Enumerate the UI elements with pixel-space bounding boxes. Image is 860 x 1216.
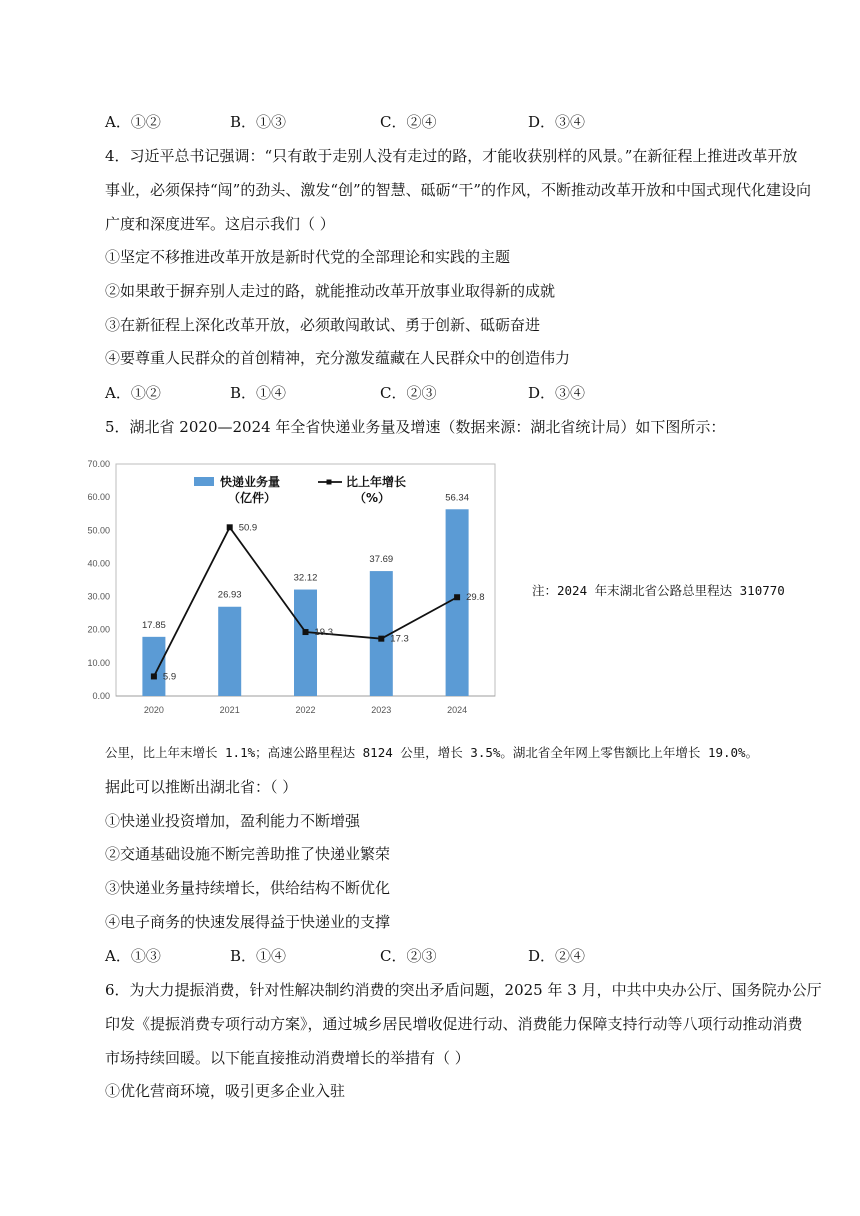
- q3-option-b[interactable]: B．①③: [230, 113, 287, 131]
- q5-options: [105, 945, 765, 967]
- growth-value-label: 17.3: [390, 633, 409, 645]
- growth-value-label: 50.9: [238, 522, 258, 534]
- q5-item-4: ④电子商务的快速发展得益于快递业的支撑: [105, 913, 391, 931]
- q6-stem-line-1: 6．为大力提振消费，针对性解决制约消费的突出矛盾问题，2025 年 3 月，中共中央办公厅、国务院办公厅: [105, 981, 822, 999]
- x-tick-label: 2020: [143, 705, 164, 715]
- bar-value-label: 56.34: [445, 492, 469, 504]
- legend-bar-swatch: [194, 477, 214, 486]
- q4-option-d[interactable]: D．③④: [528, 384, 586, 402]
- q4-stem-line-2: 事业，必须保持“闯”的劲头、激发“创”的智慧、砥砺“干”的作风，不断推动改革开放和中国式现代化建设向: [105, 181, 812, 199]
- bar-value-label: 32.12: [293, 572, 318, 584]
- growth-marker: [303, 629, 309, 635]
- y-tick-label: 70.00: [87, 459, 110, 469]
- q3-options: [105, 111, 765, 133]
- x-tick-label: 2021: [219, 705, 240, 715]
- q5-question: 据此可以推断出湖北省：（ ）: [105, 778, 298, 796]
- q5-item-1: ①快递业投资增加，盈利能力不断增强: [105, 812, 361, 830]
- q3-option-d[interactable]: D．③④: [528, 113, 586, 131]
- q4-option-c[interactable]: C．②③: [380, 384, 437, 402]
- legend-line-label: 比上年增长: [346, 475, 407, 489]
- growth-marker: [454, 594, 460, 600]
- y-tick-label: 60.00: [87, 492, 110, 503]
- q4-item-3: ③在新征程上深化改革开放，必须敢闯敢试、勇于创新、砥砺奋进: [105, 316, 541, 334]
- express-chart: [78, 452, 508, 722]
- x-tick-label: 2022: [295, 705, 316, 715]
- legend-bar-unit: （亿件）: [228, 491, 277, 505]
- y-tick-label: 10.00: [87, 657, 110, 668]
- q3-option-c[interactable]: C．②④: [380, 113, 437, 131]
- bar-value-label: 17.85: [142, 619, 166, 631]
- legend-bar-label: 快递业务量: [220, 475, 281, 489]
- growth-value-label: 29.8: [466, 592, 485, 604]
- q5-option-d[interactable]: D．②④: [528, 947, 586, 965]
- q5-note-right: 注：2024 年末湖北省公路总里程达 310770: [532, 583, 785, 598]
- growth-value-label: 5.9: [162, 671, 177, 683]
- growth-marker: [227, 524, 233, 530]
- q3-option-a[interactable]: A．①②: [105, 113, 161, 131]
- growth-marker: [151, 673, 157, 679]
- y-tick-label: 20.00: [87, 624, 110, 635]
- legend-line-marker: [327, 480, 332, 485]
- growth-value-label: 19.3: [314, 627, 333, 639]
- x-tick-label: 2023: [371, 705, 392, 715]
- y-axis: [87, 459, 110, 701]
- q5-item-2: ②交通基础设施不断完善助推了快递业繁荣: [105, 845, 391, 863]
- bar: [294, 590, 317, 696]
- q5-option-a[interactable]: A．①③: [105, 947, 161, 965]
- bar-value-label: 37.69: [369, 554, 394, 566]
- q6-stem-line-2: 印发《提振消费专项行动方案》，通过城乡居民增收促进行动、消费能力保障支持行动等八项行动推动消费: [105, 1015, 803, 1033]
- q4-options: [105, 382, 765, 404]
- q6-item-1: ①优化营商环境，吸引更多企业入驻: [105, 1082, 346, 1100]
- q4-item-1: ①坚定不移推进改革开放是新时代党的全部理论和实践的主题: [105, 248, 511, 266]
- y-tick-label: 40.00: [87, 558, 110, 569]
- q6-stem-line-3: 市场持续回暖。以下能直接推动消费增长的举措有（ ）: [105, 1049, 470, 1067]
- q5-note-continued: 公里，比上年末增长 1.1%；高速公路里程达 8124 公里，增长 3.5%。湖北省全年网上零售额比上年增长 19.0%。: [105, 745, 759, 760]
- q5-option-b[interactable]: B．①④: [230, 947, 287, 965]
- q5-item-3: ③快递业务量持续增长，供给结构不断优化: [105, 879, 391, 897]
- bar: [218, 607, 241, 696]
- bar: [142, 637, 165, 696]
- q4-item-4: ④要尊重人民群众的首创精神，充分激发蕴藏在人民群众中的创造伟力: [105, 349, 571, 367]
- q4-stem-line-1: 4．习近平总书记强调：“只有敢于走别人没有走过的路，才能收获别样的风景。”在新征程上推进改革开放: [105, 147, 798, 165]
- y-tick-label: 30.00: [87, 591, 110, 602]
- legend-line-unit: （%）: [354, 491, 391, 505]
- q4-option-a[interactable]: A．①②: [105, 384, 161, 402]
- bar-value-label: 26.93: [217, 589, 242, 601]
- q5-option-c[interactable]: C．②③: [380, 947, 437, 965]
- x-axis: [144, 705, 467, 715]
- q4-stem-line-3: 广度和深度进军。这启示我们（ ）: [105, 215, 335, 233]
- growth-marker: [378, 636, 384, 642]
- q5-stem: 5．湖北省 2020—2024 年全省快递业务量及增速（数据来源：湖北省统计局）如下图所示：: [105, 418, 726, 436]
- q4-option-b[interactable]: B．①④: [230, 384, 287, 402]
- y-tick-label: 0.00: [92, 691, 110, 701]
- x-tick-label: 2024: [447, 705, 468, 715]
- y-tick-label: 50.00: [87, 525, 110, 536]
- q4-item-2: ②如果敢于摒弃别人走过的路，就能推动改革开放事业取得新的成就: [105, 282, 556, 300]
